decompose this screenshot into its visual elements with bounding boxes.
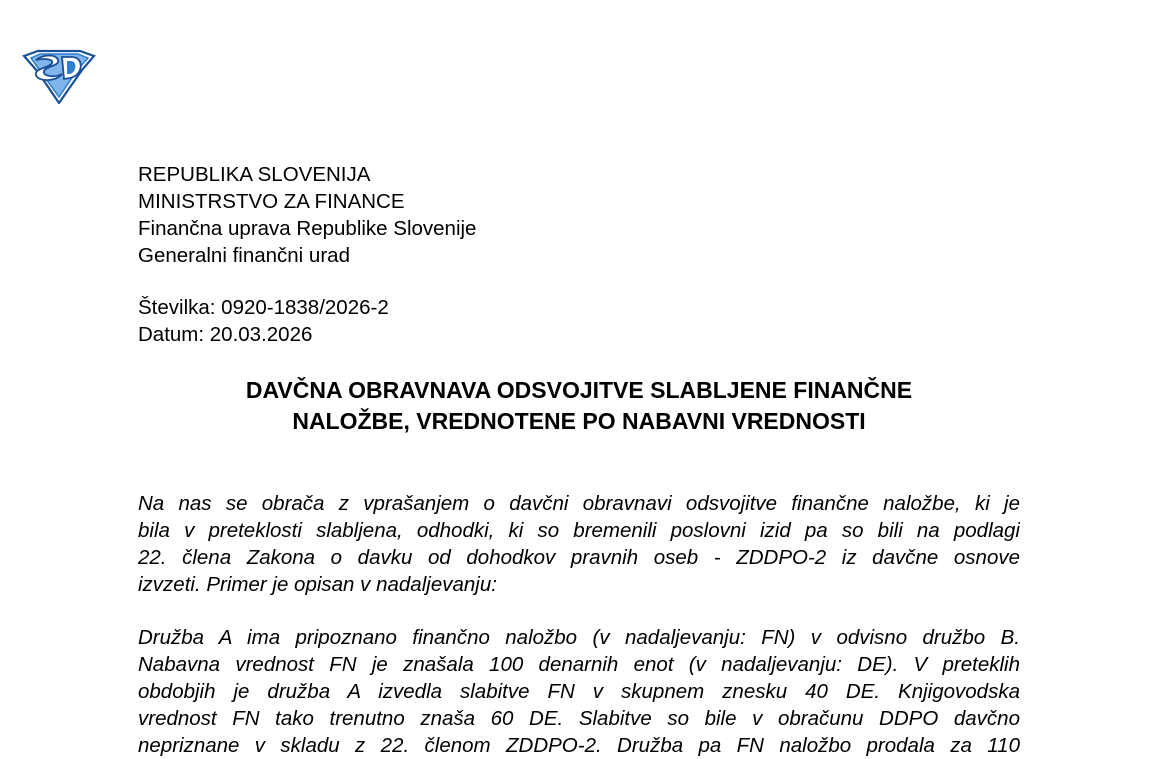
intro-paragraph xyxy=(138,490,1020,598)
paragraph-line: nepriznane v skladu z 22. členom ZDDPO-2. Družba pa FN naložbo prodala za 110 xyxy=(138,734,1020,757)
paragraph-line: Družba A ima pripoznano finančno naložbo (v nadaljevanju: FN) v odvisno družbo B. xyxy=(138,626,1020,649)
title-line-2: NALOŽBE, VREDNOTENE PO NABAVNI VREDNOSTI xyxy=(292,408,866,434)
paragraph-line: izvzeti. Primer je opisan v nadaljevanju: xyxy=(138,573,497,596)
case-paragraph xyxy=(138,624,1020,759)
fu-logo xyxy=(22,48,96,104)
document-date: Datum: 20.03.2026 xyxy=(138,323,313,346)
document-title xyxy=(138,375,1020,437)
paragraph-line: vrednost FN tako trenutno znaša 60 DE. Slabitve so bile v obračunu DDPO davčno xyxy=(138,707,1020,730)
header-line-ministry: MINISTRSTVO ZA FINANCE xyxy=(138,190,405,213)
issuer-header xyxy=(138,161,476,269)
document-number: Številka: 0920-1838/2026-2 xyxy=(138,296,389,319)
header-line-republic: REPUBLIKA SLOVENIJA xyxy=(138,163,371,186)
document-meta xyxy=(138,294,389,348)
paragraph-line: obdobjih je družba A izvedla slabitve FN v skupnem znesku 40 DE. Knjigovodska xyxy=(138,680,1020,703)
title-line-1: DAVČNA OBRAVNAVA ODSVOJITVE SLABLJENE FINANČNE xyxy=(245,377,913,403)
header-line-administration: Finančna uprava Republike Slovenije xyxy=(138,217,477,240)
paragraph-line: 22. člena Zakona o davku od dohodkov pravnih oseb - ZDDPO-2 iz davčne osnove xyxy=(138,546,1020,569)
paragraph-line: Na nas se obrača z vprašanjem o davčni obravnavi odsvojitve finančne naložbe, ki je xyxy=(138,492,1020,515)
paragraph-line: Nabavna vrednost FN je znašala 100 denarnih enot (v nadaljevanju: DE). V preteklih xyxy=(138,653,1020,676)
header-line-office: Generalni finančni urad xyxy=(138,244,350,267)
paragraph-line: bila v preteklosti slabljena, odhodki, ki so bremenili poslovni izid pa so bili na podlagi xyxy=(138,519,1020,542)
